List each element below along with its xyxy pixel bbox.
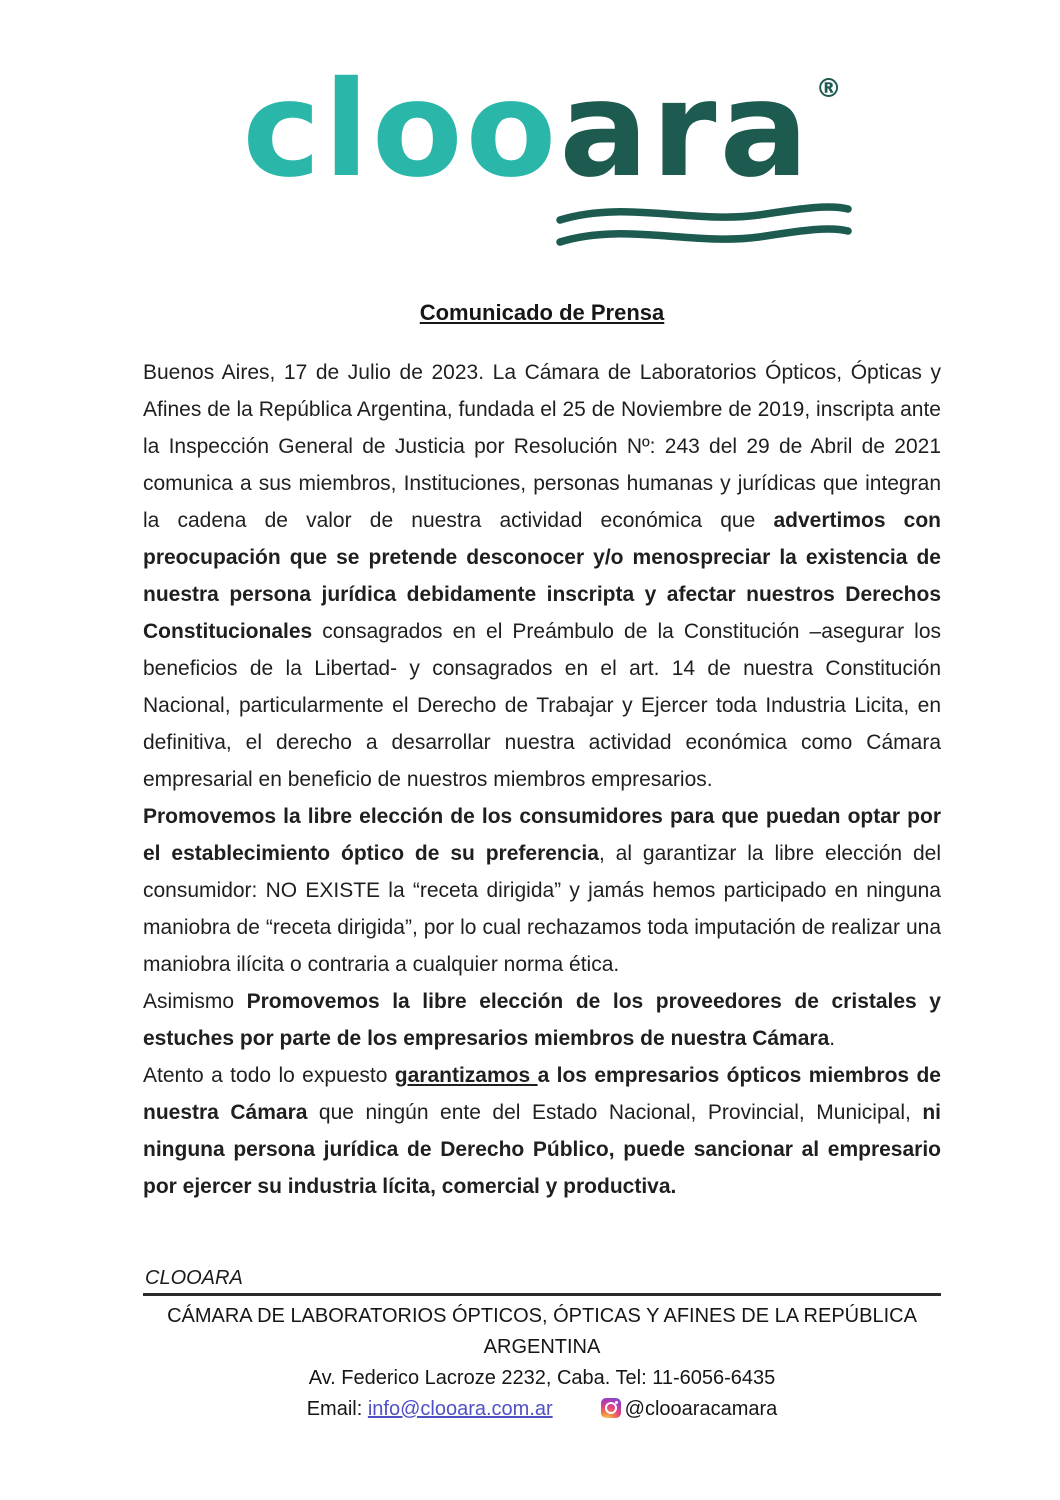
footer-divider xyxy=(143,1293,941,1296)
text-run: Atento a todo lo expuesto xyxy=(143,1064,395,1087)
address-line: Av. Federico Lacroze 2232, Caba. Tel: 11-6056-6435 xyxy=(308,1367,776,1389)
org-name: CÁMARA DE LABORATORIOS ÓPTICOS, ÓPTICAS Y AFINES DE LA REPÚBLICA ARGENTINA xyxy=(167,1305,917,1358)
text-run: . xyxy=(829,1027,836,1050)
logo-text-cloo: cloo xyxy=(242,53,560,207)
footer xyxy=(143,1267,941,1425)
document-body xyxy=(143,354,941,1205)
text-run: que ningún ente del Estado Nacional, Provincial, Municipal, xyxy=(307,1101,923,1124)
contact-line xyxy=(143,1394,941,1425)
text-run: advertimos con preocupación que se pretende desconocer y/o menospreciar la existencia de nuestra persona jurídica debidamente inscripta y afectar nuestros Derechos Constitucionales xyxy=(143,509,941,643)
text-run: Promovemos la libre elección de los consumidores para que puedan optar por el establecimiento óptico de su preferencia xyxy=(143,805,941,865)
logo-wordmark xyxy=(242,53,842,207)
signature: CLOOARA xyxy=(145,1267,243,1289)
page-title: Comunicado de Prensa xyxy=(419,300,665,325)
double-wave-icon xyxy=(554,196,854,252)
text-run: Asimismo xyxy=(143,990,247,1013)
paragraph xyxy=(143,983,941,1057)
instagram-icon[interactable] xyxy=(601,1398,621,1418)
paragraph xyxy=(143,798,941,983)
registered-trademark-icon: ® xyxy=(815,74,842,104)
text-run: consagrados en el Preámbulo de la Constitución –asegurar los beneficios de la Libertad- y consagrados en el art. 14 de nuestra Constitución Nacional, particularmente el Derecho de Trabajar y Ejercer toda Industria Licita, en definitiva, el derecho a desarrollar nuestra actividad económica como Cámara empresarial en beneficio de nuestros miembros empresarios. xyxy=(143,620,941,791)
instagram-handle[interactable]: @clooaracamara xyxy=(624,1398,778,1420)
email-label: Email: xyxy=(306,1398,368,1420)
text-run: , al garantizar la libre elección del consumidor: NO EXISTE la “receta dirigida” y jamás hemos participado en ninguna maniobra de “receta dirigida”, por lo cual rechazamos toda imputación de realizar una maniobra ilícita o contraria a cualquier norma ética. xyxy=(143,842,941,976)
text-run: a los empresarios ópticos miembros de nuestra Cámara xyxy=(143,1064,941,1124)
logo-text-ara: ara xyxy=(559,53,812,207)
text-run: ni ninguna persona jurídica de Derecho Público, puede sancionar al empresario por ejercer su industria lícita, comercial y productiva. xyxy=(143,1101,941,1198)
text-run: Promovemos la libre elección de los proveedores de cristales y estuches por parte de los empresarios miembros de nuestra Cámara xyxy=(143,990,941,1050)
paragraph xyxy=(143,354,941,798)
text-run: garantizamos xyxy=(394,1064,538,1087)
logo xyxy=(242,53,842,254)
text-run: Buenos Aires, 17 de Julio de 2023. La Cámara de Laboratorios Ópticos, Ópticas y Afines de la República Argentina, fundada el 25 de Noviembre de 2019, inscripta ante la Inspección General de Justicia por Resolución Nº: 243 del 29 de Abril de 2021 comunica a sus miembros, Instituciones, personas humanas y jurídicas que integran la cadena de valor de nuestra actividad económica que xyxy=(143,361,941,532)
email-link[interactable]: info@clooara.com.ar xyxy=(367,1398,553,1420)
paragraph xyxy=(143,1057,941,1205)
